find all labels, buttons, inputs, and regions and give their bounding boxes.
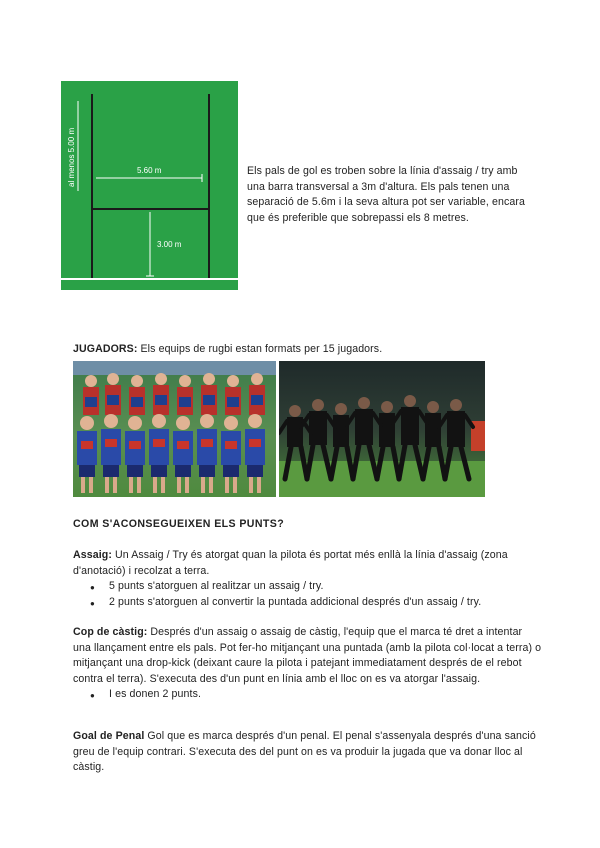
cop-de-castig-section [73, 625, 543, 703]
team-photo-red-blue-kit [73, 361, 276, 497]
list-item: ● I es donen 2 punts. [73, 687, 543, 703]
assaig-text: Un Assaig / Try és atorgat quan la pilota és portat més enllà la línia d'assaig (zona d'anotació) i recolzat a terra. [73, 549, 508, 577]
width-label: 5.60 m [137, 166, 162, 175]
crossbar-label: 3.00 m [157, 240, 182, 249]
list-item: ● 5 punts s'atorguen al realitzar un assaig / try. [73, 579, 543, 595]
goal-description: Els pals de gol es troben sobre la línia d'assaig / try amb una barra transversal a 3m d'altura. Els pals tenen una separació de 5.6m i la seva altura pot ser variable, encara que és preferible que sobrepassi els 8 metres. [247, 165, 525, 224]
cop-de-castig-text: Després d'un assaig o assaig de càstig, l'equip que el marca té dret a intentar una llançament entre els pals. Pot fer-ho mitjançant una puntada (amb la pilota col·locat a terra) o mitjançant una drop-kick (deixant caure la pilota i patejant immediatament després de el rebot contra el terra). S'executa des d'un punt en línia amb el lloc on es va atorgar l'assaig. [73, 626, 542, 685]
side-label: al menos 5.00 m [67, 127, 76, 187]
assaig-bullet-list [73, 579, 543, 610]
players-paragraph [73, 342, 543, 358]
cop-de-castig-bullet-list [73, 687, 543, 703]
cop-de-castig-label: Cop de càstig: [73, 626, 148, 638]
list-item: ● 2 punts s'atorguen al convertir la puntada addicional després d'un assaig / try. [73, 595, 543, 611]
cop-de-castig-paragraph [73, 625, 543, 687]
goal-penal-paragraph [73, 729, 543, 776]
assaig-section [73, 548, 543, 610]
players-label: JUGADORS: [73, 343, 138, 355]
goal-posts-diagram [61, 81, 238, 290]
players-text: Els equips de rugbi estan formats per 15 jugadors. [137, 343, 383, 355]
assaig-label: Assaig: [73, 549, 112, 561]
goal-penal-label: Goal de Penal [73, 730, 145, 742]
points-heading: COM S'ACONSEGUEIXEN ELS PUNTS? [73, 518, 285, 530]
goal-penal-text: Gol que es marca després d'un penal. El penal s'assenyala després d'una sanció greu de l'equip contrari. S'executa des del punt on es va produir la jugada que va donar lloc al càstig. [73, 730, 536, 773]
assaig-paragraph [73, 548, 543, 579]
team-photo-black-kit [279, 361, 485, 497]
